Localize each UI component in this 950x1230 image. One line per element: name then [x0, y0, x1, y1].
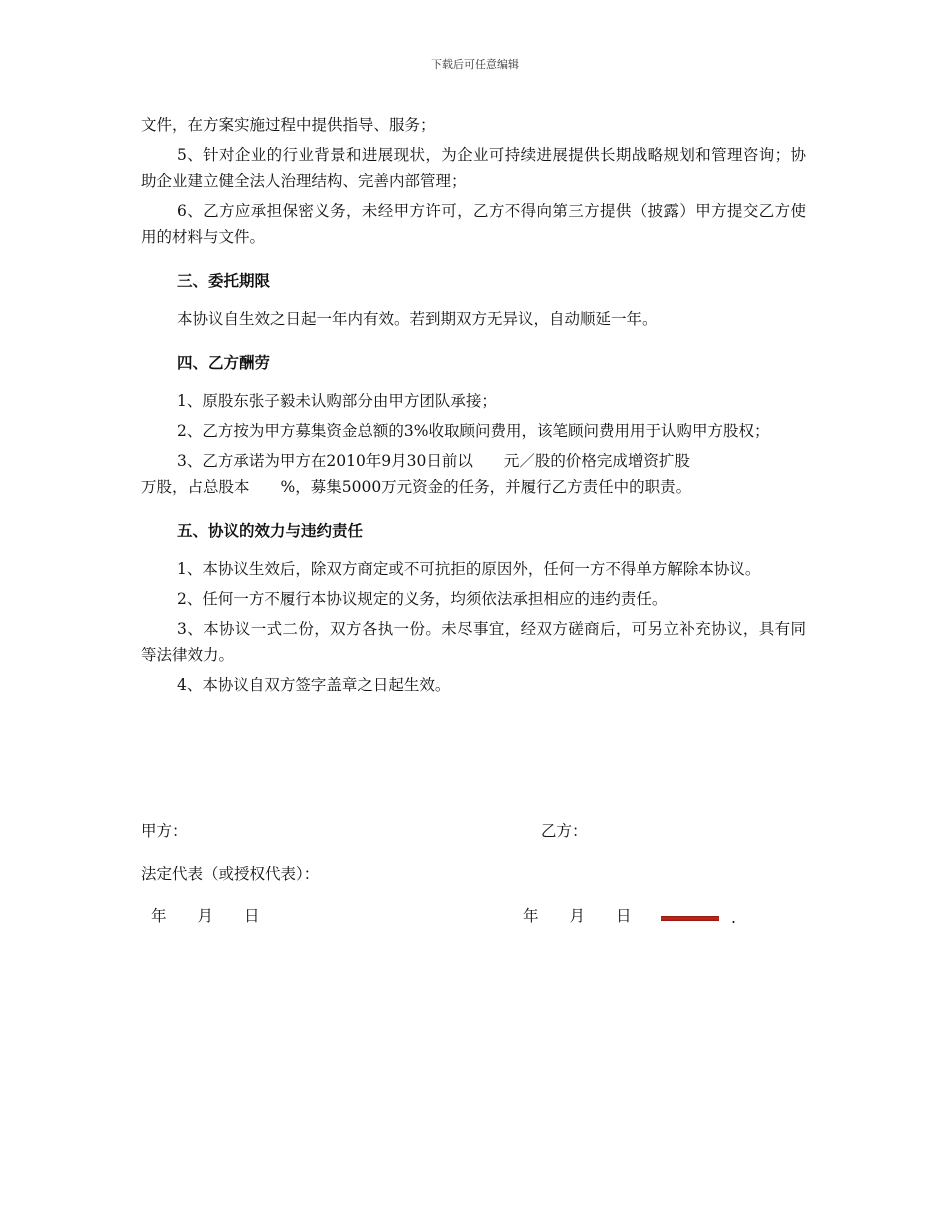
legal-representative-label: 法定代表（或授权代表）：: [141, 865, 320, 883]
paragraph-effect-4: 4、本协议自双方签字盖章之日起生效。: [177, 676, 451, 694]
paragraph-effect-2: 2、任何一方不履行本协议规定的义务，均须依法承担相应的违约责任。: [177, 590, 668, 608]
party-b-label: 乙方：: [541, 822, 588, 840]
section-heading-term: 三、委托期限: [177, 272, 271, 290]
section-heading-remuneration: 四、乙方酬劳: [177, 354, 271, 372]
paragraph-item-5: 5、针对企业的行业背景和进展现状，为企业可持续进展提供长期战略规划和管理咨询；协助企业建立健全法人治理结构、完善内部管理；: [141, 146, 806, 190]
paragraph-remuneration-3a: 3、乙方承诺为甲方在2010年9月30日前以 元／股的价格完成增资扩股: [177, 452, 690, 470]
paragraph-term: 本协议自生效之日起一年内有效。若到期双方无异议，自动顺延一年。: [177, 310, 658, 328]
paragraph-item-6: 6、乙方应承担保密义务，未经甲方许可，乙方不得向第三方提供（披露）甲方提交乙方使用的材料与文件。: [141, 202, 806, 246]
date-party-b: 年 月 日: [523, 907, 632, 925]
page-header-note: 下载后可任意编辑: [431, 58, 519, 71]
paragraph-remuneration-1: 1、原股东张子毅未认购部分由甲方团队承接；: [177, 392, 497, 410]
paragraph-remuneration-2: 2、乙方按为甲方募集资金总额的3%收取顾问费用，该笔顾问费用用于认购甲方股权；: [177, 422, 770, 440]
paragraph-continued: 文件，在方案实施过程中提供指导、服务；: [141, 116, 436, 134]
red-signature-mark: [661, 916, 719, 921]
paragraph-effect-1: 1、本协议生效后，除双方商定或不可抗拒的原因外，任何一方不得单方解除本协议。: [177, 560, 761, 578]
document-body: [141, 112, 806, 702]
paragraph-remuneration-3b: 万股，占总股本 %，募集5000万元资金的任务，并履行乙方责任中的职责。: [141, 478, 692, 496]
date-party-a: 年 月 日: [151, 907, 260, 925]
section-heading-effect-liability: 五、协议的效力与违约责任: [177, 522, 364, 540]
paragraph-effect-3: 3、本协议一式二份，双方各执一份。未尽事宜，经双方磋商后，可另立补充协议，具有同等法律效力。: [141, 620, 806, 664]
trailing-dot: .: [731, 909, 736, 927]
party-a-label: 甲方：: [141, 822, 188, 840]
